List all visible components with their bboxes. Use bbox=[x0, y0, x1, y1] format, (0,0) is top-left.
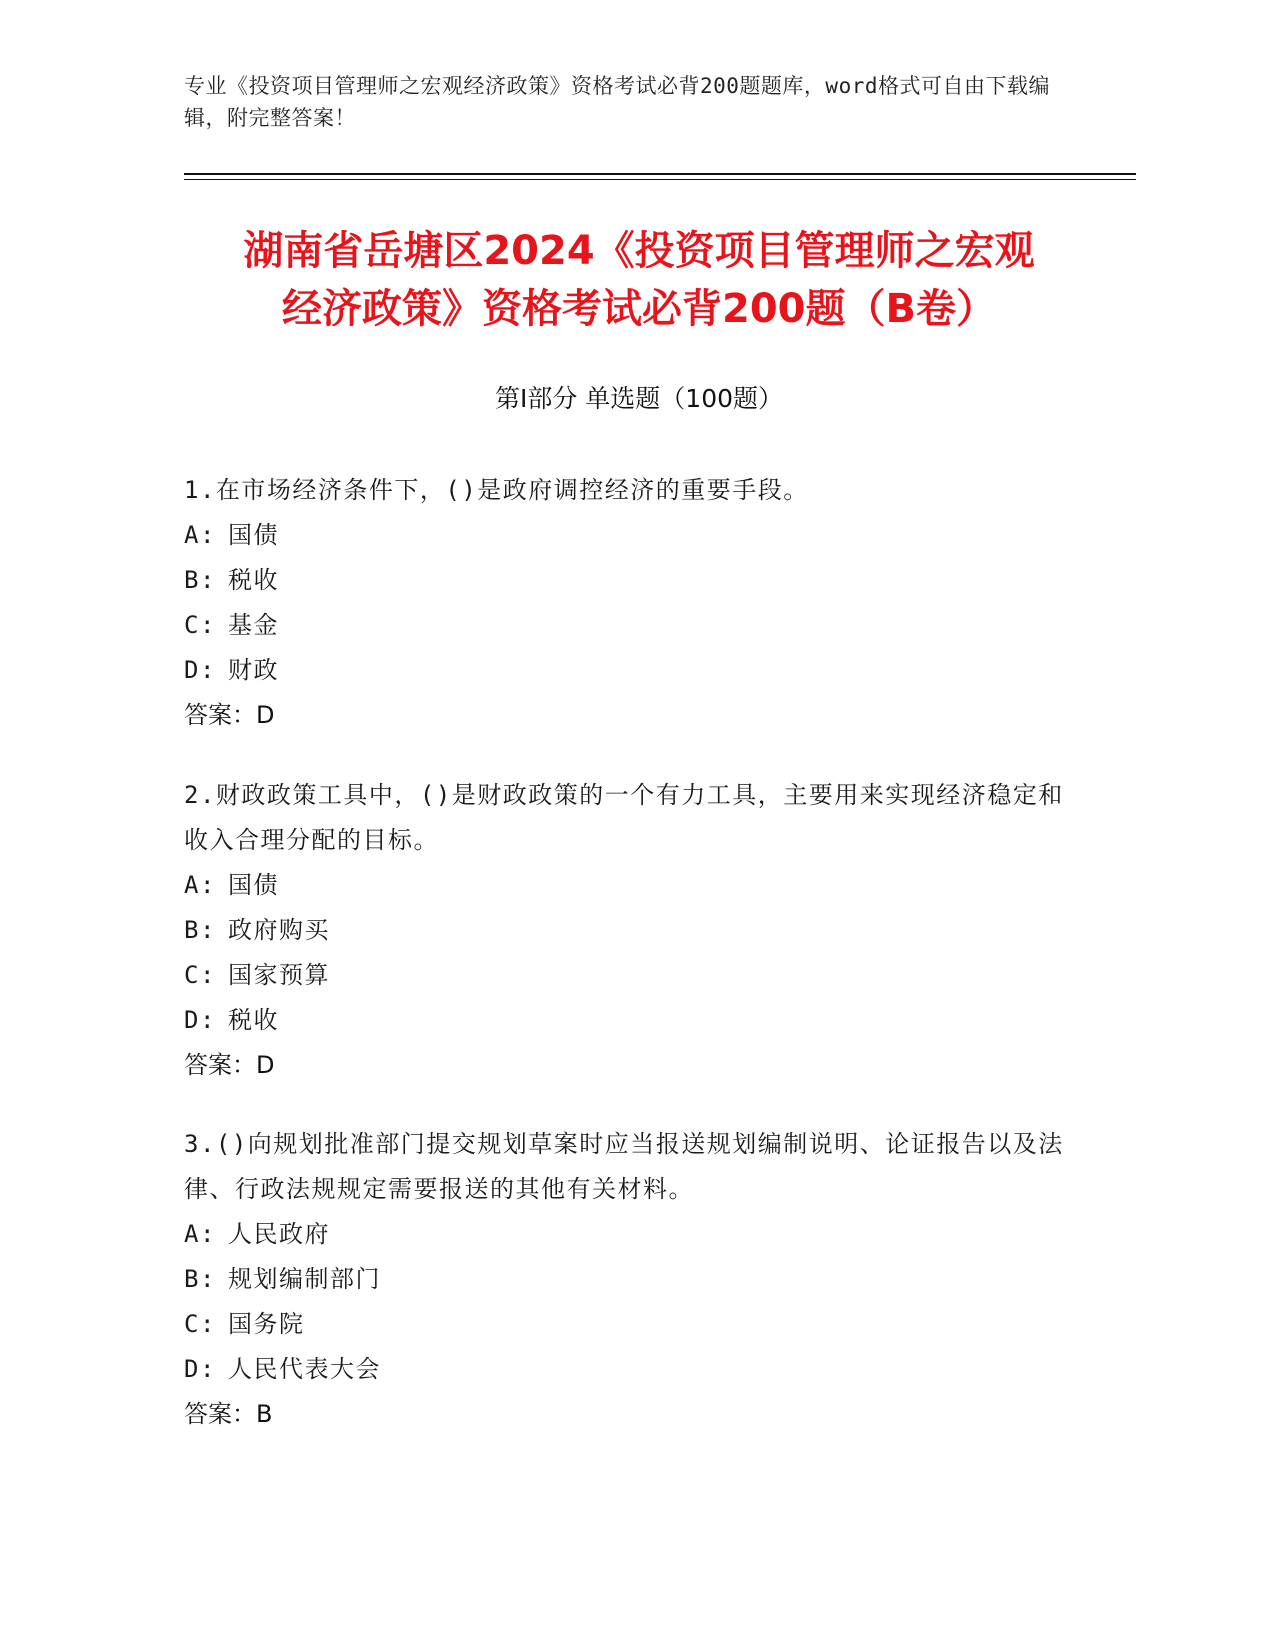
option-c bbox=[184, 1302, 1064, 1347]
option-key: B: bbox=[184, 916, 216, 944]
question-stem: 2.财政政策工具中，()是财政政策的一个有力工具，主要用来实现经济稳定和收入合理分配的目标。 bbox=[184, 781, 1064, 854]
option-text: 税收 bbox=[228, 566, 279, 594]
option-text: 规划编制部门 bbox=[228, 1265, 381, 1293]
option-text: 国家预算 bbox=[228, 961, 330, 989]
question-3 bbox=[184, 1122, 1064, 1437]
option-b bbox=[184, 1257, 1064, 1302]
option-text: 财政 bbox=[228, 656, 279, 684]
option-d bbox=[184, 1347, 1064, 1392]
option-a bbox=[184, 1212, 1064, 1257]
option-key: B: bbox=[184, 1265, 216, 1293]
option-key: B: bbox=[184, 566, 216, 594]
document-title-line-2: 经济政策》资格考试必背200题（B卷） bbox=[282, 286, 996, 332]
header-note: 专业《投资项目管理师之宏观经济政策》资格考试必背200题题库，word格式可自由下载编辑，附完整答案！ bbox=[184, 74, 1050, 130]
option-key: A: bbox=[184, 871, 216, 899]
option-key: C: bbox=[184, 611, 216, 639]
option-key: A: bbox=[184, 1220, 216, 1248]
option-b bbox=[184, 558, 1064, 603]
option-key: D: bbox=[184, 1355, 216, 1383]
option-text: 税收 bbox=[228, 1006, 279, 1034]
header-rule-thick bbox=[184, 173, 1136, 175]
option-c bbox=[184, 603, 1064, 648]
option-text: 国务院 bbox=[228, 1310, 305, 1338]
document-title bbox=[184, 222, 1094, 338]
option-key: A: bbox=[184, 521, 216, 549]
option-key: D: bbox=[184, 1006, 216, 1034]
option-c bbox=[184, 953, 1064, 998]
option-key: D: bbox=[184, 656, 216, 684]
question-1 bbox=[184, 468, 1064, 738]
option-text: 人民代表大会 bbox=[228, 1355, 381, 1383]
document-title-line-1: 湖南省岳塘区2024《投资项目管理师之宏观 bbox=[243, 228, 1035, 274]
question-stem: 1.在市场经济条件下，()是政府调控经济的重要手段。 bbox=[184, 476, 809, 504]
option-b bbox=[184, 908, 1064, 953]
option-text: 政府购买 bbox=[228, 916, 330, 944]
option-key: C: bbox=[184, 1310, 216, 1338]
option-d bbox=[184, 648, 1064, 693]
option-text: 国债 bbox=[228, 521, 279, 549]
option-key: C: bbox=[184, 961, 216, 989]
option-text: 国债 bbox=[228, 871, 279, 899]
answer: 答案：B bbox=[184, 1400, 273, 1428]
header-rule-thin bbox=[184, 179, 1136, 180]
option-a bbox=[184, 513, 1064, 558]
answer: 答案：D bbox=[184, 1051, 275, 1079]
answer: 答案：D bbox=[184, 701, 275, 729]
question-stem: 3.()向规划批准部门提交规划草案时应当报送规划编制说明、论证报告以及法律、行政法规规定需要报送的其他有关材料。 bbox=[184, 1130, 1064, 1203]
question-2 bbox=[184, 773, 1064, 1088]
option-d bbox=[184, 998, 1064, 1043]
option-a bbox=[184, 863, 1064, 908]
option-text: 人民政府 bbox=[228, 1220, 330, 1248]
section-title: 第I部分 单选题（100题） bbox=[494, 384, 784, 413]
option-text: 基金 bbox=[228, 611, 279, 639]
